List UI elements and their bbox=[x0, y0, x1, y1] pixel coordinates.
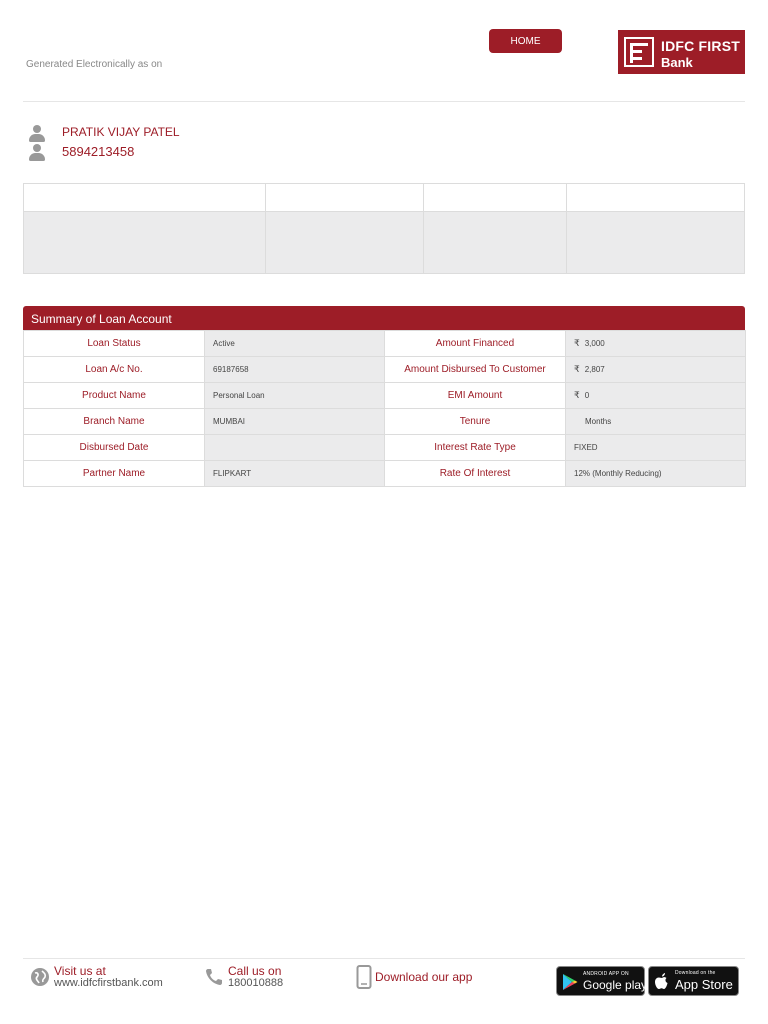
footer-download bbox=[356, 964, 486, 994]
table-cell bbox=[424, 184, 567, 212]
field-label bbox=[24, 383, 205, 409]
field-value bbox=[205, 435, 385, 461]
field-value-text: Months bbox=[585, 417, 612, 426]
table-cell bbox=[24, 212, 266, 274]
field-label bbox=[24, 461, 205, 487]
visit-title: Visit us at bbox=[54, 964, 106, 978]
field-value bbox=[566, 435, 746, 461]
footer-call[interactable] bbox=[204, 964, 324, 994]
phone-icon bbox=[204, 967, 224, 987]
field-value bbox=[205, 461, 385, 487]
footer-divider bbox=[23, 958, 745, 959]
logo-text-line2: Bank bbox=[661, 55, 693, 70]
table-cell bbox=[265, 212, 424, 274]
field-label-text: Disbursed Date bbox=[79, 442, 149, 453]
field-label bbox=[385, 331, 566, 357]
rupee-icon: ₹ bbox=[574, 390, 580, 400]
summary-row bbox=[24, 409, 746, 435]
field-value bbox=[566, 331, 746, 357]
apple-badge-small-text: Download on the bbox=[675, 970, 716, 976]
table-cell bbox=[424, 212, 567, 274]
download-label: Download our app bbox=[375, 970, 473, 984]
page-header bbox=[0, 0, 768, 102]
field-value-text: 12% (Monthly Reducing) bbox=[574, 469, 662, 478]
field-value bbox=[205, 409, 385, 435]
field-label-text: Loan Status bbox=[87, 338, 141, 349]
field-label bbox=[385, 383, 566, 409]
idfc-first-bank-logo bbox=[618, 30, 745, 74]
field-value-text: MUMBAI bbox=[213, 417, 245, 426]
field-label bbox=[24, 357, 205, 383]
field-label bbox=[24, 409, 205, 435]
table-cell bbox=[567, 212, 745, 274]
mobile-icon bbox=[356, 965, 372, 989]
user-icon bbox=[28, 144, 46, 162]
field-label bbox=[385, 357, 566, 383]
field-value-text: 0 bbox=[584, 391, 590, 400]
globe-icon bbox=[30, 967, 50, 987]
field-value bbox=[566, 409, 746, 435]
header-divider bbox=[23, 101, 745, 102]
rupee-icon: ₹ bbox=[574, 338, 580, 348]
customer-phone: 5894213458 bbox=[62, 144, 135, 159]
apple-icon bbox=[654, 972, 670, 991]
field-value-text: FIXED bbox=[574, 443, 598, 452]
summary-row bbox=[24, 383, 746, 409]
app-store-badge[interactable] bbox=[648, 966, 739, 996]
google-play-badge[interactable] bbox=[556, 966, 648, 996]
field-label-text: Product Name bbox=[82, 390, 146, 401]
field-label-text: Partner Name bbox=[82, 468, 146, 479]
field-value bbox=[566, 357, 746, 383]
field-value bbox=[205, 357, 385, 383]
field-label-text: Branch Name bbox=[83, 416, 145, 427]
customer-info bbox=[28, 124, 428, 164]
field-value bbox=[205, 331, 385, 357]
summary-title: Summary of Loan Account bbox=[23, 306, 745, 330]
field-label-text: Rate Of Interest bbox=[439, 468, 511, 479]
call-number[interactable]: 180010888 bbox=[228, 977, 284, 989]
field-label-text: Loan A/c No. bbox=[85, 364, 143, 375]
loan-summary-table bbox=[23, 330, 746, 487]
loan-summary-section bbox=[23, 306, 745, 487]
field-label bbox=[24, 435, 205, 461]
generated-label: Generated Electronically as on bbox=[26, 59, 163, 70]
rupee-icon: ₹ bbox=[574, 364, 580, 374]
field-label bbox=[385, 435, 566, 461]
customer-name: PRATIK VIJAY PATEL bbox=[62, 125, 180, 139]
field-label-text: Amount Financed bbox=[435, 338, 515, 349]
footer-visit[interactable] bbox=[30, 964, 180, 994]
field-value-text: Active bbox=[213, 339, 235, 348]
field-value-text: 69187658 bbox=[213, 365, 249, 374]
summary-row bbox=[24, 435, 746, 461]
summary-row bbox=[24, 357, 746, 383]
empty-info-table bbox=[23, 183, 745, 274]
field-label-text: Interest Rate Type bbox=[434, 442, 516, 453]
field-label-text: Tenure bbox=[459, 416, 491, 427]
field-value bbox=[566, 383, 746, 409]
logo-text-line1: IDFC FIRST bbox=[661, 38, 740, 54]
google-badge-small-text: ANDROID APP ON bbox=[583, 971, 629, 977]
field-label bbox=[24, 331, 205, 357]
field-value-text: 2,807 bbox=[584, 365, 605, 374]
google-play-icon bbox=[562, 973, 578, 991]
field-value bbox=[205, 383, 385, 409]
field-label bbox=[385, 461, 566, 487]
table-cell bbox=[567, 184, 745, 212]
summary-row bbox=[24, 461, 746, 487]
user-icon bbox=[28, 125, 46, 143]
visit-url[interactable]: www.idfcfirstbank.com bbox=[54, 977, 163, 989]
table-cell bbox=[24, 184, 266, 212]
field-value-text: Personal Loan bbox=[213, 391, 265, 400]
table-cell bbox=[265, 184, 424, 212]
field-value bbox=[566, 461, 746, 487]
apple-badge-big-text: App Store bbox=[675, 977, 733, 992]
google-badge-big-text: Google play bbox=[583, 978, 648, 992]
field-value-text: 3,000 bbox=[584, 339, 605, 348]
field-value-text: FLIPKART bbox=[213, 469, 252, 478]
call-title: Call us on bbox=[228, 964, 282, 978]
field-label bbox=[385, 409, 566, 435]
field-label-text: Amount Disbursed To Customer bbox=[404, 364, 546, 375]
field-label-text: EMI Amount bbox=[447, 390, 503, 401]
summary-row bbox=[24, 331, 746, 357]
home-button[interactable]: HOME bbox=[489, 29, 562, 53]
bank-logo-icon bbox=[624, 37, 654, 67]
